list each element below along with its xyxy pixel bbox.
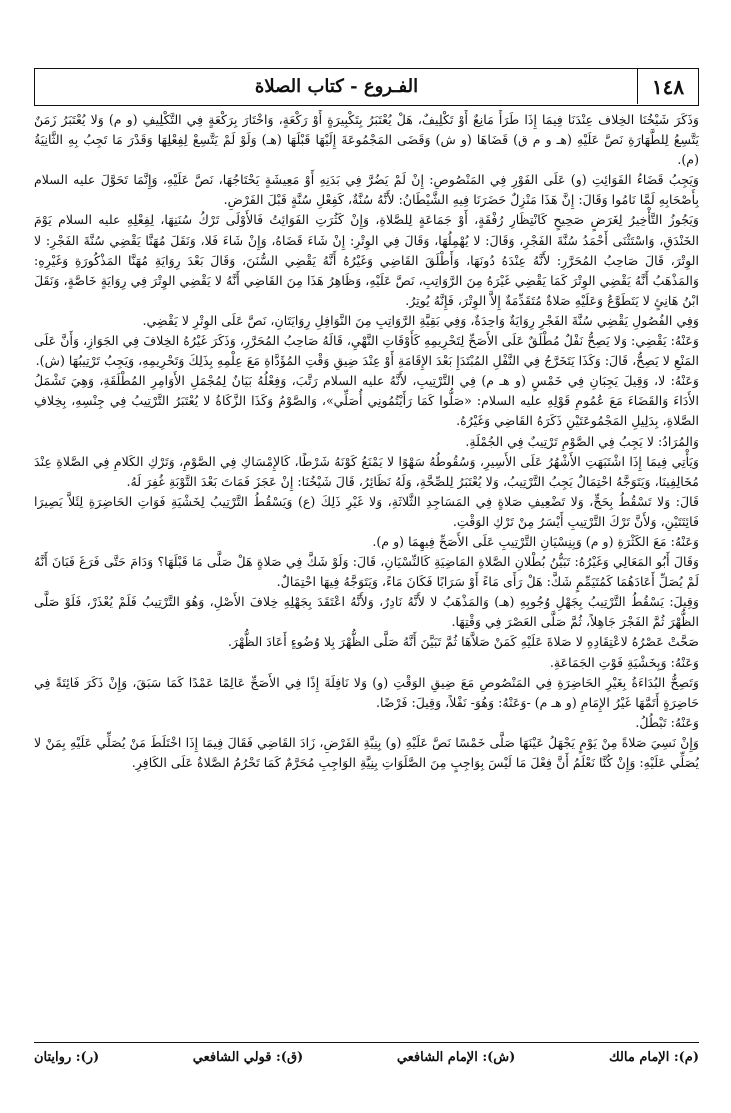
paragraph: وَعَنْهُ: يَقْضِي: وَلا يَصِحُّ نَفْلٌ مُطْلَقٌ عَلَى الأَصَحِّ لِتَحْرِيمِهِ كَأَوْقَاتِ النَّهْيِ، قَالَهُ صَاحِبُ المُحَرَّرِ، وَذَكَرَ غَيْرُهُ الخِلافَ فِي الجَوَازِ، وَأَنَّ عَلَى المَنْعِ لا يَصِحُّ، قَالَ: وَكَذَا يَتَخَرَّجُ فِي النَّفْلِ المُبْتَدَإِ بَعْدَ الإِقَامَةِ أَوْ عِنْدَ ضِيقِ وَقْتِ المُؤَدَّاةِ مَعَ عِلْمِهِ بِذَلِكَ وَتَحْرِيمِهِ، وَيَجِبُ تَرْتِيبُهَا (ش). [34, 333, 699, 369]
page-header [34, 68, 699, 106]
paragraph: وَقِيلَ: يَسْقُطُ التَّرْتِيبُ بِجَهْلِ وُجُوبِهِ (هـ) وَالمَذْهَبُ لا لأَنَّهُ نَادِرٌ، وَلأَنَّهُ اعْتَقَدَ بِجَهْلِهِ خِلافَ الأَصْلِ، وَهُوَ التَّرْتِيبُ فَلَمْ يُعْذَرْ، فَلَوْ صَلَّى الظُّهْرَ ثُمَّ الفَجْرَ جَاهِلاً، ثُمَّ صَلَّى العَصْرَ فِي وَقْتِهَا. [34, 594, 699, 630]
legend-shafii-two-opinions: (ق): قولي الشافعي [192, 1050, 304, 1065]
paragraph: وَعَنْهُ: تَبْطُلُ. [635, 714, 699, 730]
paragraph: وَالمُرَادُ: لا يَجِبُ فِي الصَّوْمِ تَرْتِيبٌ فِي الجُمْلَةِ. [465, 433, 699, 449]
footer-divider [34, 1042, 699, 1043]
legend-malik: (م): الإمام مالك [608, 1050, 699, 1065]
paragraph: وَيَجِبُ قَضَاءُ الفَوَائِتِ (و) عَلَى الفَوْرِ فِي المَنْصُوصِ: إِنْ لَمْ يَضُرَّ فِي بَدَنِهِ أَوْ مَعِيشَةٍ يَحْتَاجُهَا، نَصَّ عَلَيْهِ، وَإِنَّمَا تَحَوَّلَ عليه السلام بِأَصْحَابِهِ لَمَّا نَامُوا وَقَالَ: إِنَّ هَذَا مَنْزِلٌ حَضَرَنَا فِيهِ الشَّيْطَانُ: لأَنَّهُ سُنَّةٌ، كَفِعْلِ سُنَّةٍ قَبْلَ الفَرْضِ. [34, 172, 699, 208]
paragraph: وَتَصِحُّ البُدَاءَةُ بِغَيْرِ الحَاضِرَةِ فِي المَنْصُوصِ مَعَ ضِيقِ الوَقْتِ (و) وَلا نَافِلَةَ إِذًا فِي الأَصَحِّ عَالِمًا عَمْدًا كَمَا سَبَقَ، وَإِنْ ذَكَرَ فَائِتَةً فِي حَاضِرَةٍ أَتَمَّهَا غَيْرُ الإِمَامِ (و هـ م) -وَعَنْهُ: وَهُوَ- نَفْلاً، وَقِيلَ: فَرْضًا. [34, 674, 699, 710]
paragraph: وَعَنْهُ: مَعَ الكَثْرَةِ (و م) وَبِنِسْيَانِ التَّرْتِيبِ عَلَى الأَصَحِّ فِيهِمَا (و م). [372, 533, 699, 549]
page-number: ١٤٨ [637, 69, 698, 104]
paragraph: وَفِي الفُصُولِ يَقْضِي سُنَّةَ الفَجْرِ رِوَايَةٌ وَاحِدَةٌ، وَفِي بَقِيَّةِ الرَّوَاتِبِ مِنَ النَّوَافِلِ رِوَايَتَانِ، نَصَّ عَلَى الوِتْرِ لا يَقْضِي. [142, 312, 699, 328]
paragraph: قَالَ: وَلا تَسْقُطُ بِحَجٍّ، وَلا تَضْعِيفِ صَلاةٍ فِي المَسَاجِدِ الثَّلاثَةِ، وَلا غَيْرِ ذَلِكَ (ع) وَيَسْقُطُ التَّرْتِيبُ لِخَشْيَةِ فَوَاتِ الحَاضِرَةِ لِئَلاَّ يَصِيرَا فَائِتَتَيْنِ، وَلأَنَّ تَرْكَ التَّرْتِيبِ أَيْسَرُ مِنْ تَرْكِ الوَقْتِ. [34, 493, 699, 529]
body-text [34, 110, 699, 1025]
legend-two-narrations: (ر): روايتان [34, 1050, 100, 1065]
paragraph: وَعَنْهُ: وَبِخَشْيَةِ فَوْتِ الجَمَاعَةِ. [549, 654, 699, 670]
running-title: الفـروع - كتاب الصلاة [254, 76, 419, 97]
paragraph: وَيَجُوزُ التَّأْخِيرُ لِغَرَضٍ صَحِيحٍ كَانْتِظَارِ رُفْقَةٍ، أَوْ جَمَاعَةٍ لِلصَّلاةِ، وَإِنْ كَثُرَتِ الفَوَائِتُ فَالأَوْلَى تَرْكُ سُنَنِهَا، لِفِعْلِهِ عليه السلام يَوْمَ الخَنْدَقِ، وَاسْتَثْنَى أَحْمَدُ سُنَّةَ الفَجْرِ، وَقَالَ: لا يُهْمِلُهَا، وَقَالَ فِي الوِتْرِ: إِنْ شَاءَ قَضَاهُ، وَإِنْ شَاءَ فَلا، وَنَقَلَ مُهَنَّا يَقْضِي سُنَّةَ الفَجْرِ: لا الوِتْرَ، قَالَ صَاحِبُ المُحَرَّرِ: لأَنَّهُ عِنْدَهُ دُونَهَا، وَأَطْلَقَ القَاضِي وَغَيْرُهُ أَنَّهُ يَقْضِي السُّنَنَ، وَقَالَ بَعْدَ رِوَايَةِ مُهَنَّا المَذْكُورَةِ وَغَيْرِهِ: وَالمَذْهَبُ أَنَّهُ يَقْضِي الوِتْرَ كَمَا يَقْضِي غَيْرَهُ مِنَ الرَّوَاتِبِ، نَصَّ عَلَيْهِ، وَظَاهِرُ هَذَا مِنَ القَاضِي أَنَّهُ لا يَقْضِي الوِتْرَ فِي رِوَايَةٍ خَاصَّةٍ، وَنَقَلَ ابْنُ هَانِئٍ لا يَتَطَوَّعُ وَعَلَيْهِ صَلاةٌ مُتَقَدِّمَةٌ إِلاَّ الوِتْرَ، فَإِنَّهُ يُوتِرُ. [34, 212, 699, 308]
paragraph: صَحَّتْ عَصْرُهُ لاعْتِقَادِهِ لا صَلاةَ عَلَيْهِ كَمَنْ صَلاَّهَا ثُمَّ تَبَيَّنَ أَنَّهُ صَلَّى الظُّهْرَ بِلا وُضُوءٍ أَعَادَ الظُّهْرَ. [227, 634, 699, 650]
paragraph: وَذَكَرَ شَيْخُنَا الخِلاف عِنْدَنَا فِيمَا إِذَا طَرَأَ مَانِعٌ أَوْ تَكْلِيفٌ، هَلْ يُعْتَبَرُ بِتَكْبِيرَةٍ أَوْ رَكْعَةٍ، وَاخْتَارَ بِرَكْعَةٍ فِي التَّكْلِيفِ (و م) وَلا يُعْتَبَرُ زَمَنٌ يَتَّسِعُ لِلطَّهَارَةِ نَصَّ عَلَيْهِ (هـ و م ق) قَضَاهَا (و ش) وَقَضَى المَجْمُوعَةَ إِلَيْهَا قَبْلَهَا (هـ) وَلَوْ لَمْ يَتَّسِعْ لِفِعْلِهَا وَقَدْرَ مَا تَجِبُ بِهِ الثَّانِيَةُ (م). [34, 112, 699, 168]
paragraph: وَعَنْهُ: لا، وَقِيلَ يَجِبَانِ فِي خَمْسٍ (و هـ م) فِي التَّرْتِيبِ، لأَنَّهُ عليه السلام رَتَّبَ، وَفِعْلُهُ بَيَانٌ لِمُجْمَلِ الأَوَامِرِ المُطْلَقَةِ، وَهِيَ تَشْمَلُ الأَدَاءَ وَالقَضَاءَ مَعَ عُمُومِ قَوْلِهِ عليه السلام: «صَلُّوا كَمَا رَأَيْتُمُونِي أُصَلِّي»، وَالصَّوْمُ وَكَذَا الزَّكَاةُ لا يُعْتَبَرُ التَّرْتِيبُ فِي جِنْسِهِ، بِخِلافِ الصَّلاةِ، بِدَلِيلِ المَجْمُوعَتَيْنِ ذَكَرَهُ القَاضِي وَغَيْرُهُ. [34, 373, 699, 429]
legend-shafii: (ش): الإمام الشافعي [396, 1050, 516, 1065]
footnote-legend [34, 1050, 699, 1072]
paragraph: وَقَالَ أَبُو المَعَالِي وَغَيْرُهُ: تَبَيُّنُ بُطْلانِ الصَّلاةِ المَاضِيَةِ كَالنِّسْيَانِ، قَالَ: وَلَوْ شَكَّ فِي صَلاةٍ هَلْ صَلَّى مَا قَبْلَهَا؟ وَدَامَ حَتَّى فَرَغَ فَبَانَ أَنَّهُ لَمْ يُصَلِّ أَعَادَهُمَا كَمُتَيَمِّمٍ شَكَّ: هَلْ رَأَى مَاءً أَوْ سَرَابًا فَكَانَ مَاءً، وَيَتَوَجَّهُ فِيهَا احْتِمَالٌ. [34, 554, 699, 590]
paragraph: وَيَأْتِي فِيمَا إِذَا اشْتَبَهَتِ الأَشْهُرُ عَلَى الأَسِيرِ، وَسُقُوطُهُ سَهْوًا لا يَمْنَعُ كَوْنَهُ شَرْطًا، كَالإِمْسَاكِ فِي الصَّوْمِ، وَتَرْكِ الكَلامِ فِي الصَّلاةِ عِنْدَ مُخَالِفِينَا، وَيَتَوَجَّهُ احْتِمَالٌ يَجِبُ التَّرْتِيبُ، وَلا يُعْتَبَرُ لِلصِّحَّةِ، وَلَهُ نَظَائِرُ، قَالَ شَيْخُنَا: إِنْ عَجَزَ فَمَاتَ بَعْدَ التَّوْبَةِ غُفِرَ لَهُ. [34, 453, 699, 489]
paragraph: وَإِنْ نَسِيَ صَلاةً مِنْ يَوْمٍ يَجْهَلُ عَيْنَهَا صَلَّى خَمْسًا نَصَّ عَلَيْهِ (و) بِنِيَّةِ الفَرْضِ، زَادَ القَاضِي فَقَالَ فِيمَا إِذَا اخْتَلَطَ مَنْ يُصَلِّي عَلَيْهِ بِمَنْ لا يُصَلِّي عَلَيْهِ: وَإِنْ كُنَّا نَعْلَمُ أَنَّ فِعْلَ مَا لَيْسَ بِوَاجِبٍ مِنَ الصَّلَوَاتِ بِنِيَّةِ الوَاجِبِ مُحَرَّمٌ كَمَا تَحْرُمُ الصَّلاةُ عَلَى الكَافِرِ. [34, 734, 699, 770]
